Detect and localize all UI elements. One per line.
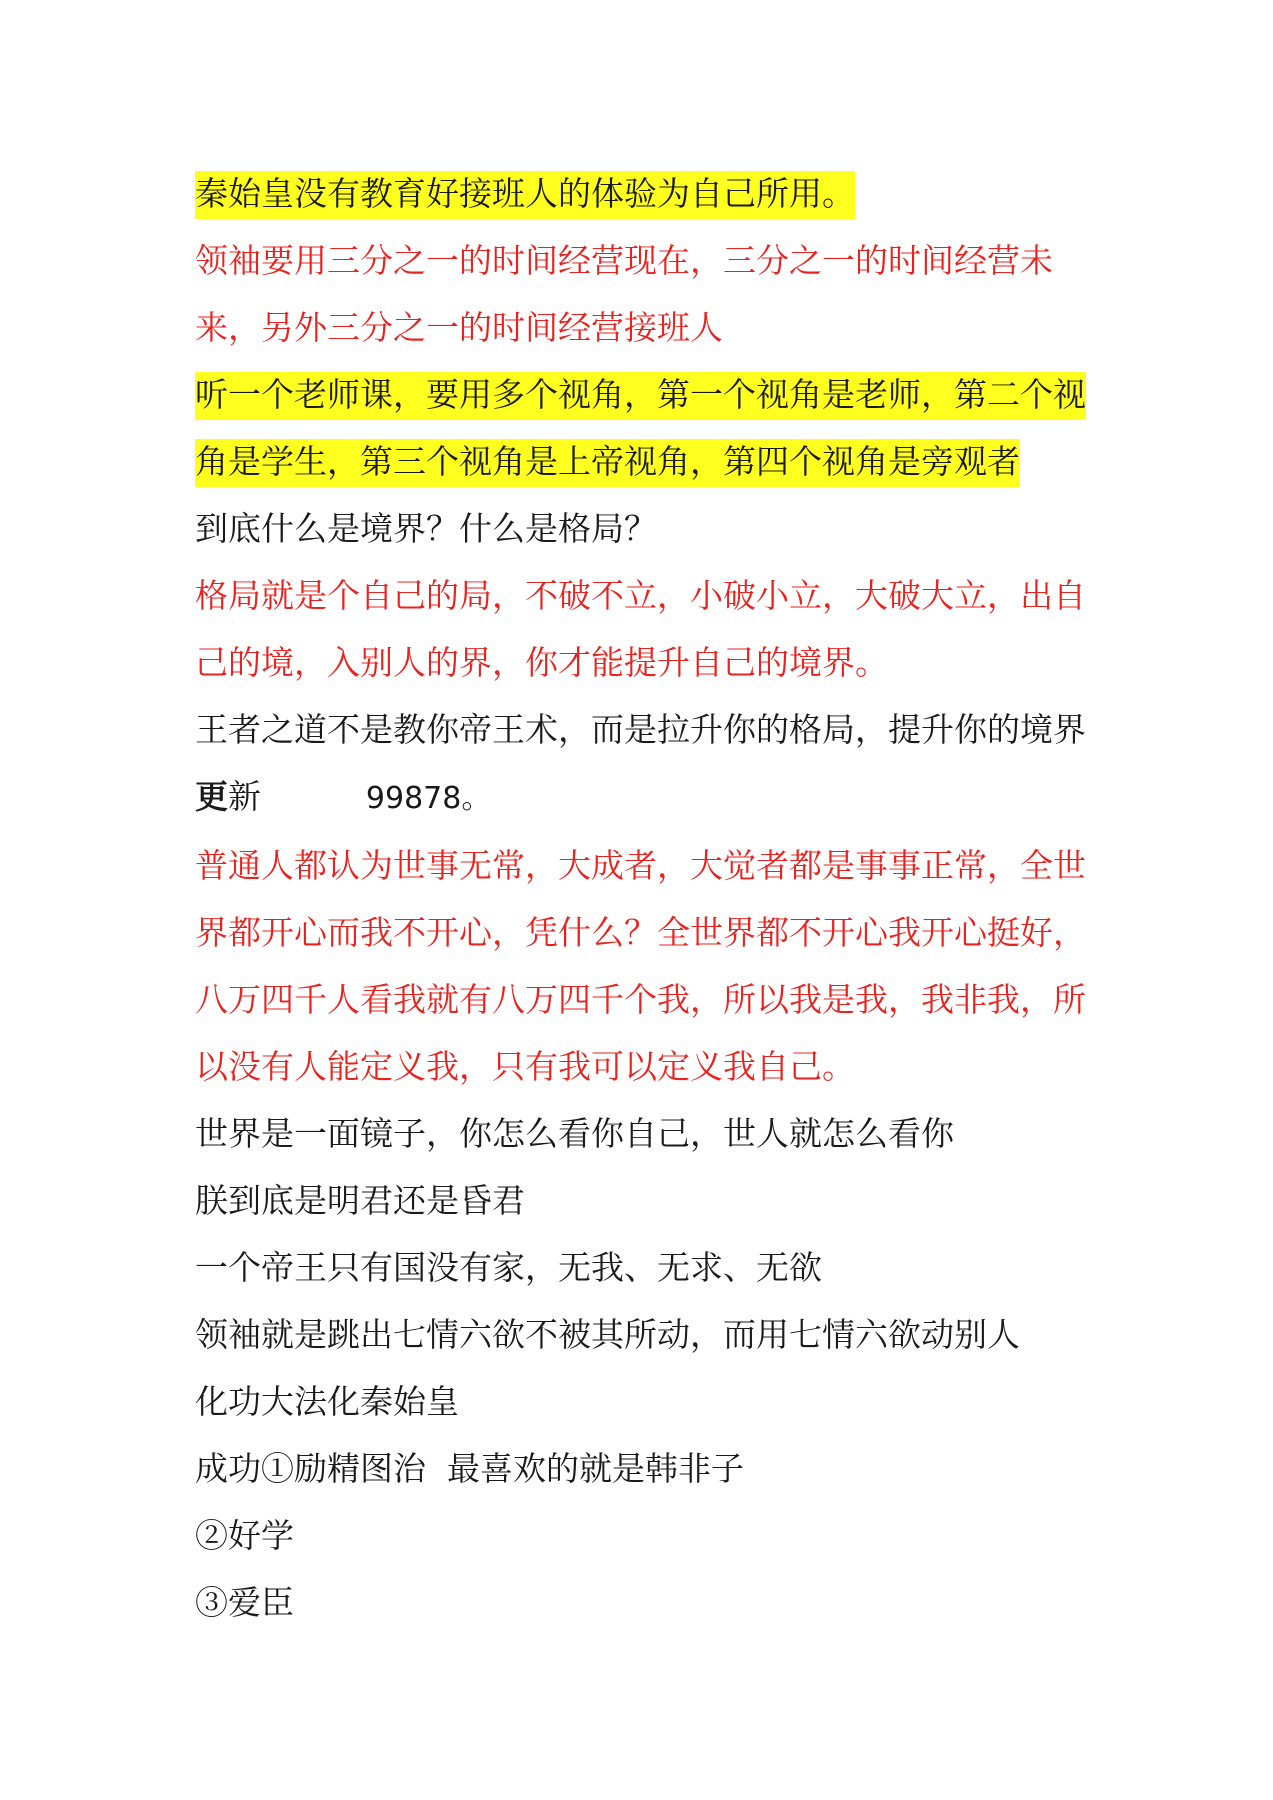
paragraph-leader-time: 领袖要用三分之一的时间经营现在，三分之一的时间经营未来，另外三分之一的时间经营接班人	[195, 241, 1053, 347]
paragraph-kingly-way	[195, 696, 1095, 832]
paragraph-question: 到底什么是境界？什么是格局？	[195, 509, 657, 548]
paragraph-success-1: 成功①励精图治 最喜欢的就是韩非子	[195, 1449, 744, 1488]
paragraph-emperor-no-home: 一个帝王只有国没有家，无我、无求、无欲	[195, 1248, 822, 1287]
number-text: 99878。	[261, 781, 492, 816]
paragraph-method: 化功大法化秦始皇	[195, 1382, 459, 1421]
document-page	[195, 160, 1095, 1636]
paragraph-pattern: 格局就是个自己的局，不破不立，小破小立，大破大立，出自己的境，入别人的界，你才能提升自己的境界。	[195, 576, 1086, 682]
paragraph-qin-successor	[195, 160, 1095, 227]
bold-char: 更	[195, 777, 228, 816]
paragraph-seven-emotions: 领袖就是跳出七情六欲不被其所动，而用七情六欲动别人	[195, 1315, 1020, 1354]
paragraph-mirror: 世界是一面镜子，你怎么看你自己，世人就怎么看你	[195, 1114, 954, 1153]
paragraph-success-2: ②好学	[195, 1516, 294, 1555]
paragraph-success-3: ③爱臣	[195, 1583, 294, 1622]
paragraph-emperor-question: 朕到底是明君还是昏君	[195, 1181, 525, 1220]
kingly-way-text: 王者之道不是教你帝王术，而是拉升你的格局，提升你的境界	[195, 710, 1086, 749]
paragraph-perspectives	[195, 361, 1095, 495]
highlighted-text: 秦始皇没有教育好接班人的体验为自己所用。	[195, 171, 855, 219]
paragraph-ordinary-people: 普通人都认为世事无常，大成者，大觉者都是事事正常，全世界都开心而我不开心，凭什么？全世界都不开心我开心挺好，八万四千人看我就有八万四千个我，所以我是我，我非我，所以没有人能定义我，只有我可以定义我自己。	[195, 846, 1086, 1086]
highlighted-text: 听一个老师课，要用多个视角，第一个视角是老师，第二个视角是学生，第三个视角是上帝视角，第四个视角是旁观者	[195, 372, 1086, 487]
update-char: 新	[228, 777, 261, 816]
